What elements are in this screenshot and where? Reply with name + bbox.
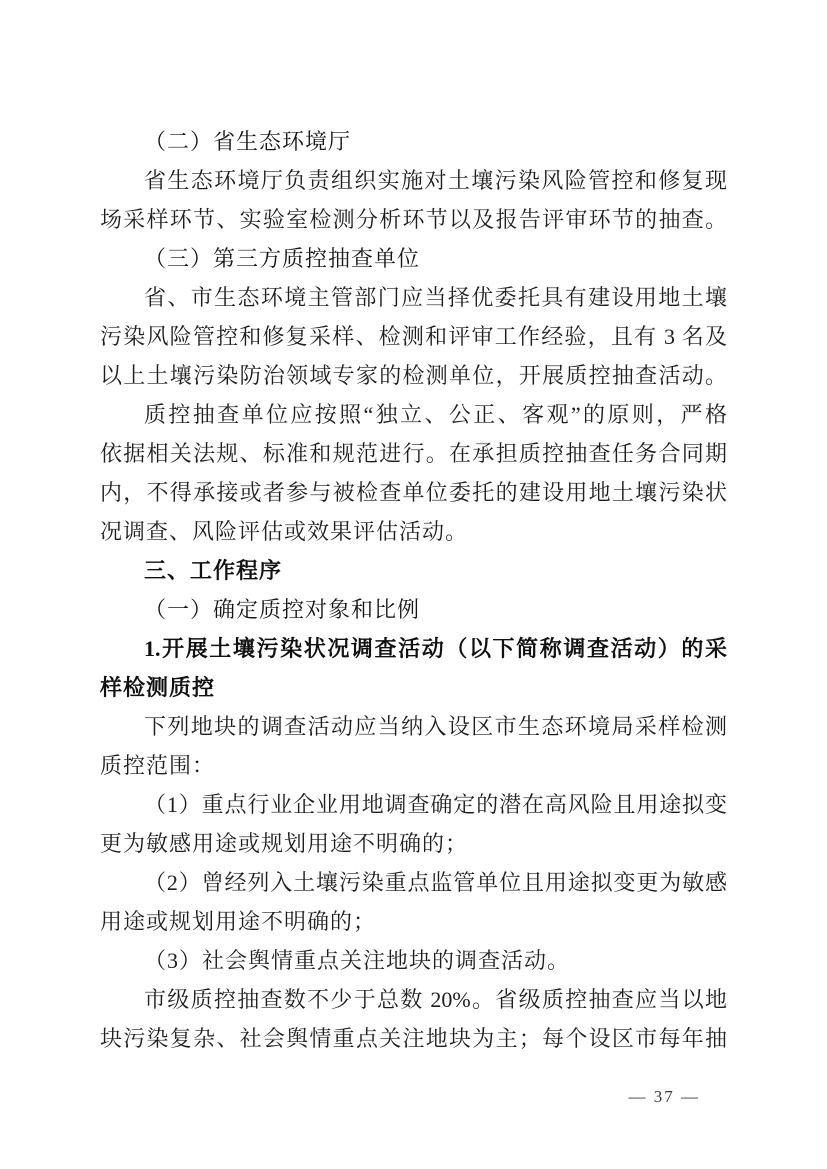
emphasis-line: 1.开展土壤污染状况调查活动（以下简称调查活动）的采 (144, 636, 727, 661)
paragraph-line: 质控范围： (100, 753, 216, 778)
paragraph-line: 用途或规划用途不明确的； (100, 909, 377, 934)
paragraph-line: 块污染复杂、社会舆情重点关注地块为主；每个设区市每年抽 (100, 1026, 727, 1051)
document-text-block (100, 122, 727, 1058)
paragraph-line: 质控抽查单位应按照“独立、公正、客观”的原则，严格 (144, 402, 727, 427)
paragraph-line: 场采样环节、实验室检测分析环节以及报告评审环节的抽查。 (100, 207, 727, 232)
paragraph-line: 省、市生态环境主管部门应当择优委托具有建设用地土壤 (144, 285, 727, 310)
list-item-1: （1）重点行业企业用地调查确定的潜在高风险且用途拟变 (144, 792, 727, 817)
heading-work-procedure: 三、工作程序 (144, 558, 283, 583)
paragraph-line: 依据相关法规、标准和规范进行。在承担质控抽查任务合同期 (100, 441, 727, 466)
paragraph-line: 况调查、风险评估或效果评估活动。 (100, 519, 469, 544)
list-item-2: （2）曾经列入土壤污染重点监管单位且用途拟变更为敏感 (144, 870, 727, 895)
paragraph-line: 下列地块的调查活动应当纳入设区市生态环境局采样检测 (144, 714, 727, 739)
paragraph-line: 更为敏感用途或规划用途不明确的； (100, 831, 469, 856)
subheading-section-2: （二）省生态环境厅 (144, 129, 352, 154)
page-number: — 37 — (628, 1087, 700, 1106)
paragraph-line: 以上土壤污染防治领域专家的检测单位，开展质控抽查活动。 (100, 363, 727, 388)
subheading-section-3: （三）第三方质控抽查单位 (144, 246, 421, 271)
paragraph-line: 省生态环境厅负责组织实施对土壤污染风险管控和修复现 (144, 168, 727, 193)
paragraph-line: 市级质控抽查数不少于总数 20%。省级质控抽查应当以地 (144, 987, 727, 1012)
paragraph-line: 内，不得承接或者参与被检查单位委托的建设用地土壤污染状 (100, 480, 727, 505)
paragraph-line: 污染风险管控和修复采样、检测和评审工作经验，且有 3 名及 (100, 324, 727, 349)
emphasis-line: 样检测质控 (100, 675, 216, 700)
subheading-section-1: （一）确定质控对象和比例 (144, 597, 421, 622)
list-item-3: （3）社会舆情重点关注地块的调查活动。 (144, 948, 571, 973)
